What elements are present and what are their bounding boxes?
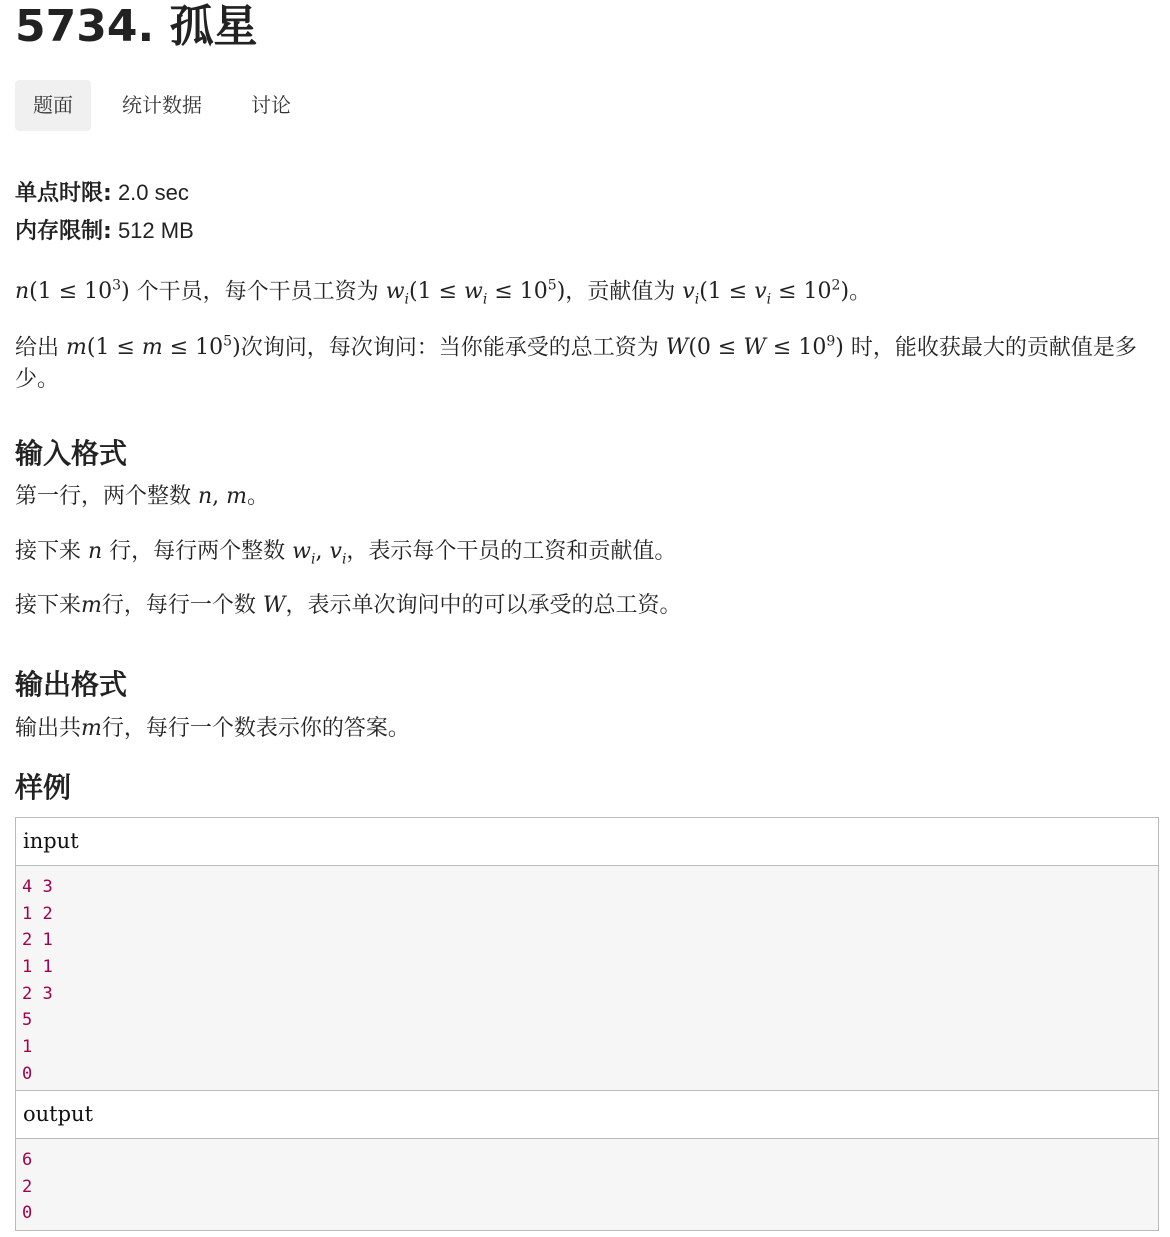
- code-line: 0: [22, 1203, 33, 1224]
- tab-statement[interactable]: 题面: [15, 80, 91, 131]
- input-format-line-1: [15, 481, 269, 513]
- statement-text: 个干员，每个干员工资为: [129, 279, 386, 305]
- code-line: 2 3: [22, 983, 53, 1004]
- statement-paragraph-1: [15, 270, 871, 316]
- page-title: 5734. 孤星: [15, 1, 258, 52]
- sample-output-code[interactable]: [16, 1139, 1158, 1230]
- math-wi-vi: $w_i$, $v_i$: [292, 539, 347, 568]
- math-m: m: [81, 593, 102, 618]
- code-line: 2 1: [22, 930, 53, 951]
- code-line: 5: [22, 1010, 33, 1031]
- memory-limit-label: 内存限制:: [15, 219, 112, 244]
- output-format-line-1: [15, 713, 410, 745]
- tab-statistics[interactable]: 统计数据: [122, 93, 202, 117]
- math-W-range: $W(0 \le W \le 10^9)$: [665, 334, 844, 361]
- memory-limit: [15, 216, 194, 247]
- output-format-text: 行，每行一个数表示你的答案。: [101, 716, 410, 741]
- time-limit-value: 2.0 sec: [117, 180, 189, 205]
- code-line: 2: [22, 1176, 33, 1197]
- input-format-text: ，表示每个干员的工资和贡献值。: [346, 539, 677, 564]
- input-format-text: 接下来: [15, 539, 88, 564]
- tab-discussion[interactable]: 讨论: [251, 93, 291, 117]
- input-format-text: 行，每行两个整数: [102, 539, 293, 564]
- input-format-text: 行，每行一个数: [101, 593, 263, 618]
- code-line: 4 3: [22, 877, 53, 897]
- statement-text: 给出: [15, 335, 66, 361]
- statement-paragraph-2: [15, 326, 1155, 396]
- output-format-heading: 输出格式: [15, 668, 128, 701]
- sample-input-code[interactable]: [16, 866, 1158, 1090]
- statement-text: 。: [849, 279, 872, 305]
- sample-output-box: [15, 1090, 1159, 1231]
- statement-text: 次询问，每次询问：当你能承受的总工资为: [240, 335, 666, 361]
- input-format-heading: 输入格式: [15, 437, 128, 470]
- time-limit: [15, 178, 189, 209]
- input-format-text: 。: [247, 484, 270, 509]
- statement-text: 时，能收获最大的贡献值是多少。: [15, 335, 1137, 393]
- code-line: 6: [22, 1150, 33, 1170]
- code-line: 1 2: [22, 903, 53, 924]
- math-m: m: [81, 716, 102, 741]
- input-format-text: 第一行，两个整数: [15, 484, 198, 509]
- math-n-range: $n(1 \le 10^3)$: [15, 278, 130, 305]
- time-limit-label: 单点时限:: [15, 181, 112, 206]
- code-line: 0: [22, 1063, 33, 1084]
- math-n-m: n, m: [198, 484, 248, 509]
- sample-input-label: input: [16, 818, 1158, 866]
- input-format-line-2: [15, 536, 676, 575]
- math-W: W: [262, 593, 286, 618]
- math-v-range: $v_i(1 \le v_i \le 10^2)$: [682, 278, 850, 308]
- statement-text: ，贡献值为: [565, 279, 683, 305]
- math-m-range: $m(1 \le m \le 10^5)$: [66, 334, 241, 361]
- math-n: n: [88, 539, 103, 564]
- code-line: 1 1: [22, 957, 53, 978]
- sample-input-box: [15, 817, 1159, 1091]
- math-w-range: $w_i(1 \le w_i \le 10^5)$: [385, 278, 566, 308]
- input-format-text: 接下来: [15, 593, 82, 618]
- output-format-text: 输出共: [15, 716, 82, 741]
- input-format-text: ，表示单次询问中的可以承受的总工资。: [285, 593, 682, 618]
- code-line: 1: [22, 1037, 33, 1058]
- sample-output-label: output: [16, 1091, 1158, 1139]
- memory-limit-value: 512 MB: [117, 218, 194, 243]
- input-format-line-3: [15, 590, 682, 622]
- sample-heading: 样例: [15, 771, 72, 804]
- tab-bar: [15, 80, 322, 131]
